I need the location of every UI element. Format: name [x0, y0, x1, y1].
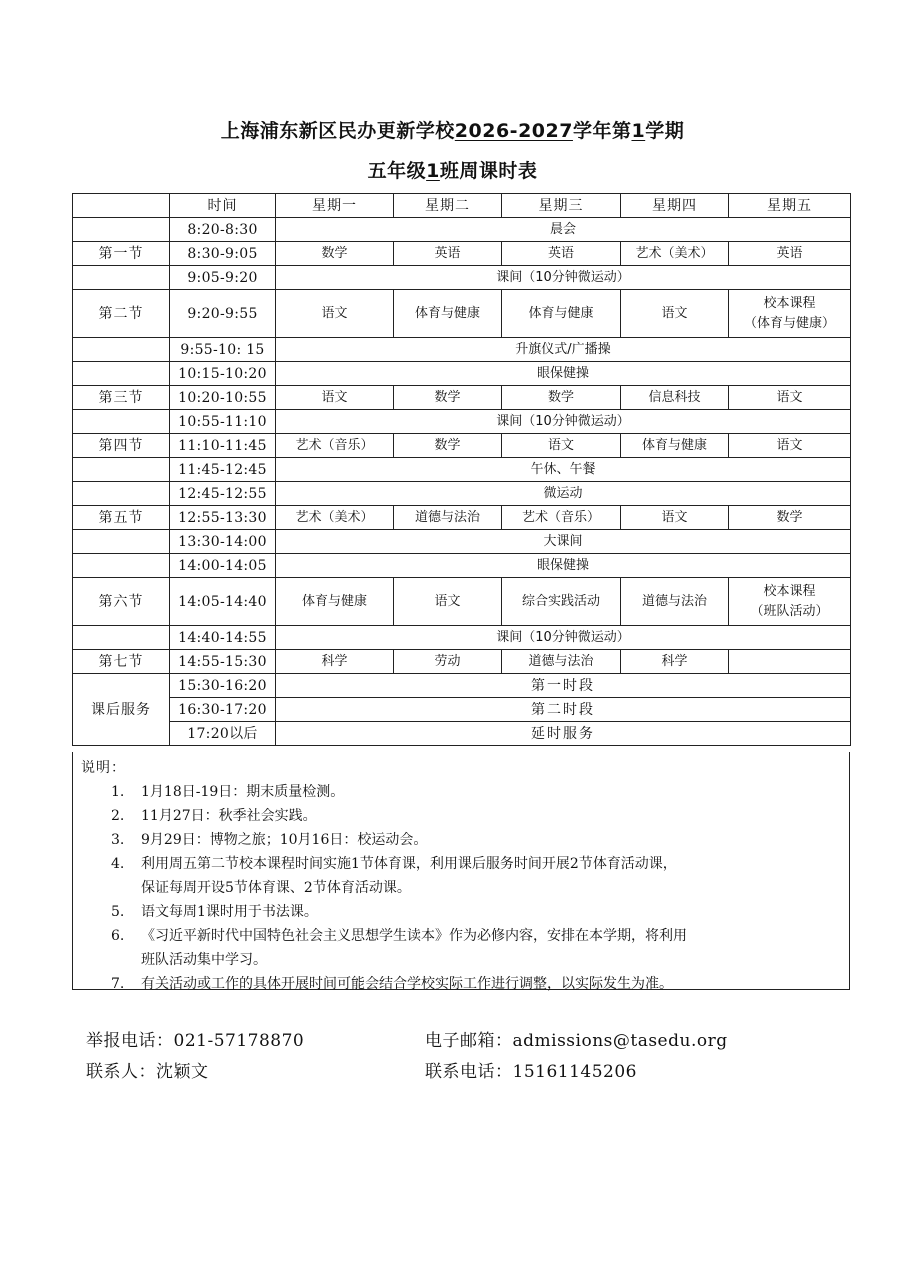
- time-cell: 14:40-14:55: [170, 626, 276, 650]
- time-cell: 10:55-11:10: [170, 410, 276, 434]
- note-text: 语文每周1课时用于书法课。: [141, 904, 318, 920]
- activity-cell: 课间（10分钟微运动）: [276, 626, 851, 650]
- table-row: [73, 530, 851, 554]
- title-mid: 学年第: [572, 120, 632, 142]
- subject-cell: 英语: [729, 242, 851, 266]
- time-cell: 16:30-17:20: [170, 698, 276, 722]
- table-row: [73, 410, 851, 434]
- subject-cell: 语文: [729, 386, 851, 410]
- note-item: [81, 924, 841, 972]
- subject-cell: 体育与健康: [621, 434, 729, 458]
- header-cell: 星期四: [621, 194, 729, 218]
- header-row: [73, 194, 851, 218]
- subtitle-grade: 五年级: [367, 160, 427, 182]
- activity-cell: 大课间: [276, 530, 851, 554]
- activity-cell: 课间（10分钟微运动）: [276, 410, 851, 434]
- note-text: 有关活动或工作的具体开展时间可能会结合学校实际工作进行调整，以实际发生为准。: [141, 976, 673, 992]
- note-item: [81, 780, 841, 804]
- section-cell: [73, 266, 170, 290]
- activity-cell: 升旗仪式/广播操: [276, 338, 851, 362]
- table-row: [73, 506, 851, 530]
- title-school: 上海浦东新区民办更新学校: [220, 120, 455, 142]
- section-cell: [73, 362, 170, 386]
- header-cell: 星期一: [276, 194, 394, 218]
- subject-cell: 校本课程 （体育与健康）: [729, 290, 851, 338]
- note-number: 1.: [111, 784, 125, 800]
- activity-cell: 午休、午餐: [276, 458, 851, 482]
- contact-phone: 联系电话：15161145206: [425, 1062, 637, 1082]
- subject-cell: 语文: [621, 506, 729, 530]
- note-text: 9月29日：博物之旅；10月16日：校运动会。: [141, 832, 428, 848]
- table-row: [73, 434, 851, 458]
- service-cell: 延时服务: [276, 722, 851, 746]
- page-title: [0, 116, 905, 143]
- after-school-row: [73, 674, 851, 698]
- contact-person: 联系人：沈颖文: [86, 1062, 209, 1082]
- header-cell: 星期五: [729, 194, 851, 218]
- time-cell: 14:05-14:40: [170, 578, 276, 626]
- section-cell: [73, 410, 170, 434]
- table-row: [73, 626, 851, 650]
- subject-cell: 语文: [276, 386, 394, 410]
- after-school-label: 课后服务: [73, 674, 170, 746]
- table-row: [73, 578, 851, 626]
- activity-cell: 眼保健操: [276, 362, 851, 386]
- time-cell: 11:10-11:45: [170, 434, 276, 458]
- subtitle-end: 班周课时表: [439, 160, 538, 182]
- activity-cell: 课间（10分钟微运动）: [276, 266, 851, 290]
- section-cell: 第五节: [73, 506, 170, 530]
- time-cell: 9:05-9:20: [170, 266, 276, 290]
- note-number: 2.: [111, 808, 125, 824]
- section-cell: [73, 218, 170, 242]
- subject-cell: 语文: [394, 578, 502, 626]
- time-cell: 10:20-10:55: [170, 386, 276, 410]
- subject-cell: 综合实践活动: [502, 578, 621, 626]
- subject-cell: 语文: [729, 434, 851, 458]
- time-cell: 8:30-9:05: [170, 242, 276, 266]
- section-cell: [73, 530, 170, 554]
- table-row: [73, 386, 851, 410]
- subject-cell: 艺术（音乐）: [502, 506, 621, 530]
- service-cell: 第一时段: [276, 674, 851, 698]
- subject-cell: 道德与法治: [621, 578, 729, 626]
- notes-heading: 说明：: [81, 760, 126, 776]
- note-number: 5.: [111, 904, 125, 920]
- note-item: [81, 972, 841, 996]
- table-row: [73, 338, 851, 362]
- section-cell: 第一节: [73, 242, 170, 266]
- contact-email: 电子邮箱：admissions@tasedu.org: [425, 1031, 728, 1051]
- header-cell: 时间: [170, 194, 276, 218]
- note-number: 7.: [111, 976, 125, 992]
- subject-cell: 数学: [394, 434, 502, 458]
- section-cell: 第三节: [73, 386, 170, 410]
- header-cell: 星期二: [394, 194, 502, 218]
- notes-section: [72, 752, 850, 990]
- note-number: 4.: [111, 856, 125, 872]
- time-cell: 13:30-14:00: [170, 530, 276, 554]
- time-cell: 14:00-14:05: [170, 554, 276, 578]
- after-school-row: [73, 722, 851, 746]
- table-row: [73, 458, 851, 482]
- note-number: 6.: [111, 928, 125, 944]
- subject-cell: 道德与法治: [394, 506, 502, 530]
- subject-cell: 体育与健康: [276, 578, 394, 626]
- subject-cell: 艺术（音乐）: [276, 434, 394, 458]
- time-cell: 9:20-9:55: [170, 290, 276, 338]
- section-cell: 第六节: [73, 578, 170, 626]
- table-row: [73, 482, 851, 506]
- note-item: [81, 852, 841, 900]
- subject-cell: 道德与法治: [502, 650, 621, 674]
- subject-cell: 语文: [621, 290, 729, 338]
- service-cell: 第二时段: [276, 698, 851, 722]
- subject-cell: 语文: [502, 434, 621, 458]
- subject-cell: 校本课程 （班队活动）: [729, 578, 851, 626]
- subject-cell: 数学: [502, 386, 621, 410]
- note-item: [81, 804, 841, 828]
- table-row: [73, 218, 851, 242]
- note-number: 3.: [111, 832, 125, 848]
- activity-cell: 晨会: [276, 218, 851, 242]
- note-text: 《习近平新时代中国特色社会主义思想学生读本》作为必修内容，安排在本学期，将利用 班队活动集中学习。: [141, 928, 687, 968]
- notes-list: [81, 780, 841, 996]
- note-item: [81, 900, 841, 924]
- report-phone: 举报电话：021-57178870: [86, 1031, 305, 1051]
- table-row: [73, 362, 851, 386]
- time-cell: 12:55-13:30: [170, 506, 276, 530]
- note-text: 利用周五第二节校本课程时间实施1节体育课，利用课后服务时间开展2节体育活动课， 保证每周开设5节体育课、2节体育活动课。: [141, 856, 677, 896]
- time-cell: 15:30-16:20: [170, 674, 276, 698]
- section-cell: 第七节: [73, 650, 170, 674]
- subject-cell: 数学: [394, 386, 502, 410]
- time-cell: 9:55-10: 15: [170, 338, 276, 362]
- subject-cell: 数学: [276, 242, 394, 266]
- subject-cell: 信息科技: [621, 386, 729, 410]
- title-end: 学期: [645, 120, 685, 142]
- activity-cell: 微运动: [276, 482, 851, 506]
- schedule-table: [72, 193, 851, 746]
- subject-cell: 语文: [276, 290, 394, 338]
- subject-cell: 体育与健康: [394, 290, 502, 338]
- time-cell: 12:45-12:55: [170, 482, 276, 506]
- header-cell: [73, 194, 170, 218]
- table-row: [73, 554, 851, 578]
- subject-cell: 科学: [621, 650, 729, 674]
- table-row: [73, 242, 851, 266]
- section-cell: [73, 482, 170, 506]
- subject-cell: 体育与健康: [502, 290, 621, 338]
- subtitle-class: 1: [426, 160, 440, 182]
- activity-cell: 眼保健操: [276, 554, 851, 578]
- time-cell: 11:45-12:45: [170, 458, 276, 482]
- table-row: [73, 266, 851, 290]
- page-subtitle: [0, 156, 905, 183]
- note-text: 11月27日：秋季社会实践。: [141, 808, 317, 824]
- table-row: [73, 290, 851, 338]
- time-cell: 17:20以后: [170, 722, 276, 746]
- section-cell: [73, 626, 170, 650]
- subject-cell: [729, 650, 851, 674]
- time-cell: 8:20-8:30: [170, 218, 276, 242]
- header-cell: 星期三: [502, 194, 621, 218]
- subject-cell: 英语: [502, 242, 621, 266]
- section-cell: [73, 554, 170, 578]
- title-year: 2026-2027: [454, 120, 573, 142]
- section-cell: 第二节: [73, 290, 170, 338]
- subject-cell: 艺术（美术）: [621, 242, 729, 266]
- section-cell: 第四节: [73, 434, 170, 458]
- note-text: 1月18日-19日：期末质量检测。: [141, 784, 345, 800]
- title-term: 1: [631, 120, 646, 142]
- time-cell: 10:15-10:20: [170, 362, 276, 386]
- subject-cell: 劳动: [394, 650, 502, 674]
- note-item: [81, 828, 841, 852]
- subject-cell: 艺术（美术）: [276, 506, 394, 530]
- table-row: [73, 650, 851, 674]
- after-school-row: [73, 698, 851, 722]
- section-cell: [73, 338, 170, 362]
- subject-cell: 数学: [729, 506, 851, 530]
- section-cell: [73, 458, 170, 482]
- subject-cell: 科学: [276, 650, 394, 674]
- subject-cell: 英语: [394, 242, 502, 266]
- time-cell: 14:55-15:30: [170, 650, 276, 674]
